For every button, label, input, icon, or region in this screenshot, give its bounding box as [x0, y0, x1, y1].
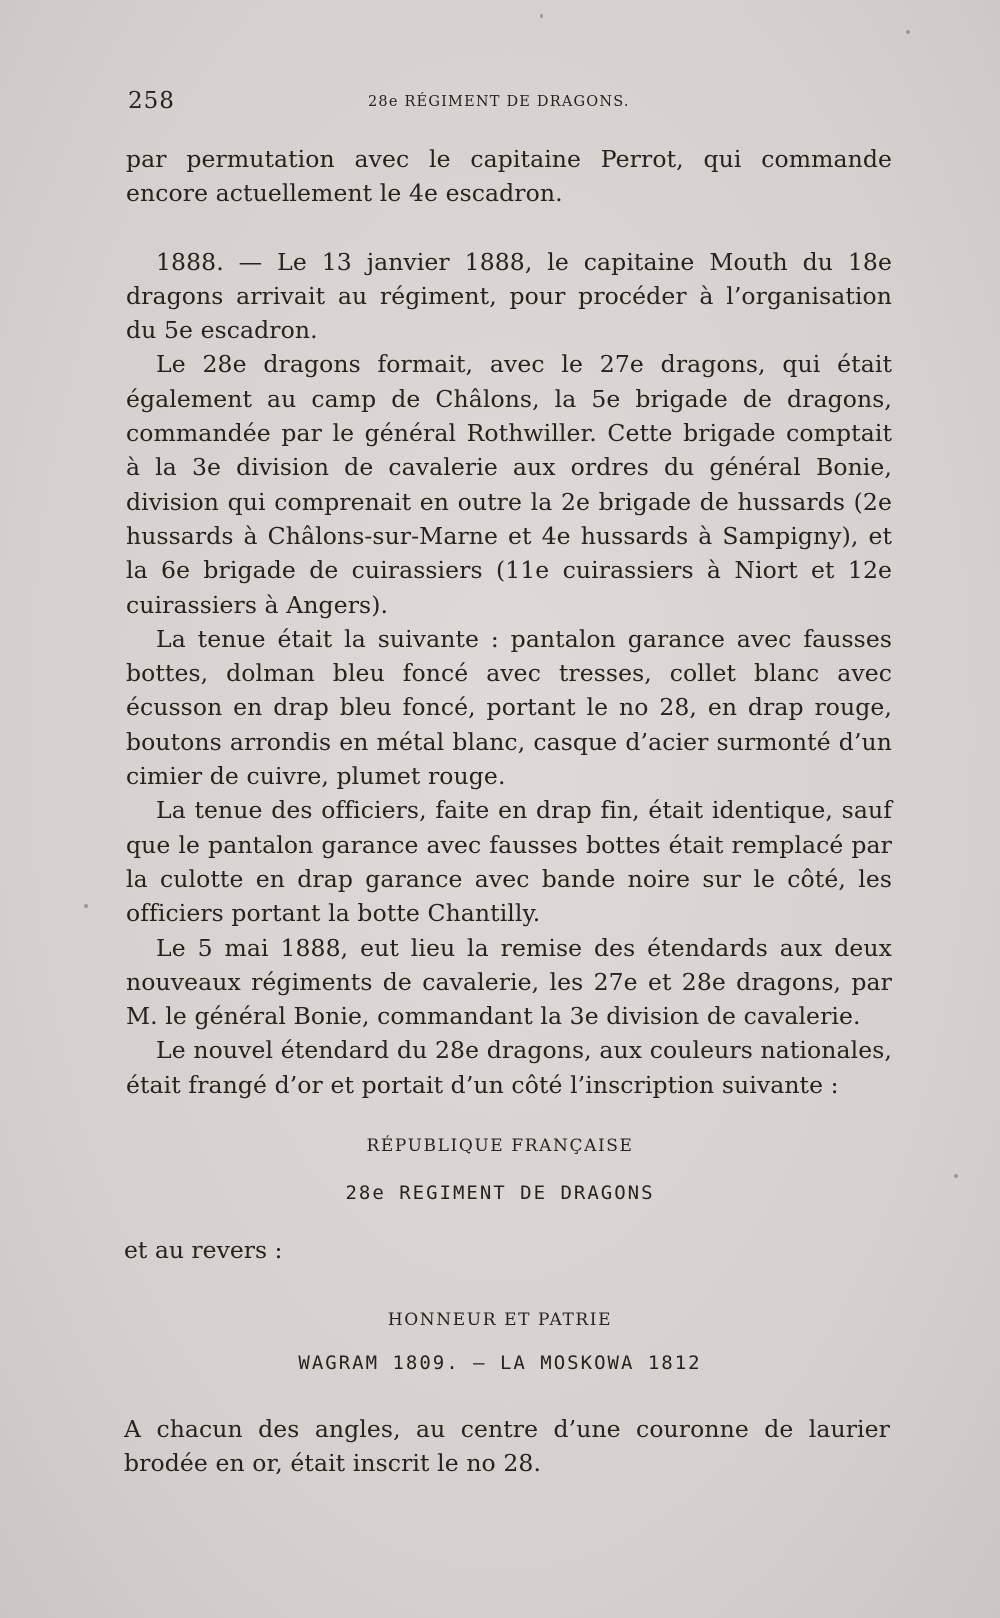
paragraph-brigade: Le 28e dragons formait, avec le 27e dragons, qui était également au camp de Châlons, la 5e brigade de dragons, commandée par le général Rothwiller. Cette brigade comptait à la 3e division de cavalerie aux ordres du général Bonie, division qui comprenait en outre la 2e brigade de hussards (2e hussards à Châlons-sur-Marne et 4e hussards à Sampigny), et la 6e brigade de cuirassiers (11e cuirassiers à Niort et 12e cuirassiers à Angers).	[126, 350, 892, 619]
final-paragraph-block	[124, 1412, 890, 1481]
inscription-battles: WAGRAM 1809. — LA MOSKOWA 1812	[298, 1352, 702, 1374]
paragraph-etendards: Le 5 mai 1888, eut lieu la remise des étendards aux deux nouveaux régiments de cavalerie, les 27e et 28e dragons, par M. le général Bonie, commandant la 3e division de cavalerie.	[126, 933, 892, 1031]
paragraph-1888: 1888. — Le 13 janvier 1888, le capitaine Mouth du 18e dragons arrivait au régiment, pour procéder à l’organisation du 5e escadron.	[126, 247, 892, 345]
paragraph-angles: A chacun des angles, au centre d’une couronne de laurier brodée en or, était inscrit le no 28.	[124, 1415, 890, 1478]
paper-speck	[84, 904, 88, 908]
paragraph-continuation: par permutation avec le capitaine Perrot, qui commande encore actuellement le 4e escadron.	[126, 145, 892, 208]
section-gap	[126, 211, 892, 245]
page-header	[128, 88, 648, 118]
paper-speck	[954, 1174, 958, 1178]
paper-speck	[906, 30, 910, 34]
page-body	[126, 142, 892, 1102]
inscription-regiment: 28e REGIMENT DE DRAGONS	[345, 1182, 655, 1204]
paper-speck	[540, 14, 543, 18]
running-title: 28e RÉGIMENT DE DRAGONS.	[368, 94, 630, 110]
inscription-honneur: HONNEUR ET PATRIE	[387, 1310, 613, 1330]
paragraph-nouvel-etendard: Le nouvel étendard du 28e dragons, aux couleurs nationales, était frangé d’or et portait d’un côté l’inscription suivante :	[126, 1036, 892, 1099]
paragraph-tenue: La tenue était la suivante : pantalon garance avec fausses bottes, dolman bleu foncé avec tresses, collet blanc avec écusson en drap bleu foncé, portant le no 28, en drap rouge, boutons arrondis en métal blanc, casque d’acier surmonté d’un cimier de cuivre, plumet rouge.	[126, 624, 892, 791]
paragraph-officiers: La tenue des officiers, faite en drap fin, était identique, sauf que le pantalon garance avec fausses bottes était remplacé par la culotte en drap garance avec bande noire sur le côté, les officiers portant la botte Chantilly.	[126, 796, 892, 928]
revers-label: et au revers :	[124, 1236, 283, 1264]
page-number: 258	[128, 88, 175, 114]
inscription-republique: RÉPUBLIQUE FRANÇAISE	[366, 1136, 634, 1156]
